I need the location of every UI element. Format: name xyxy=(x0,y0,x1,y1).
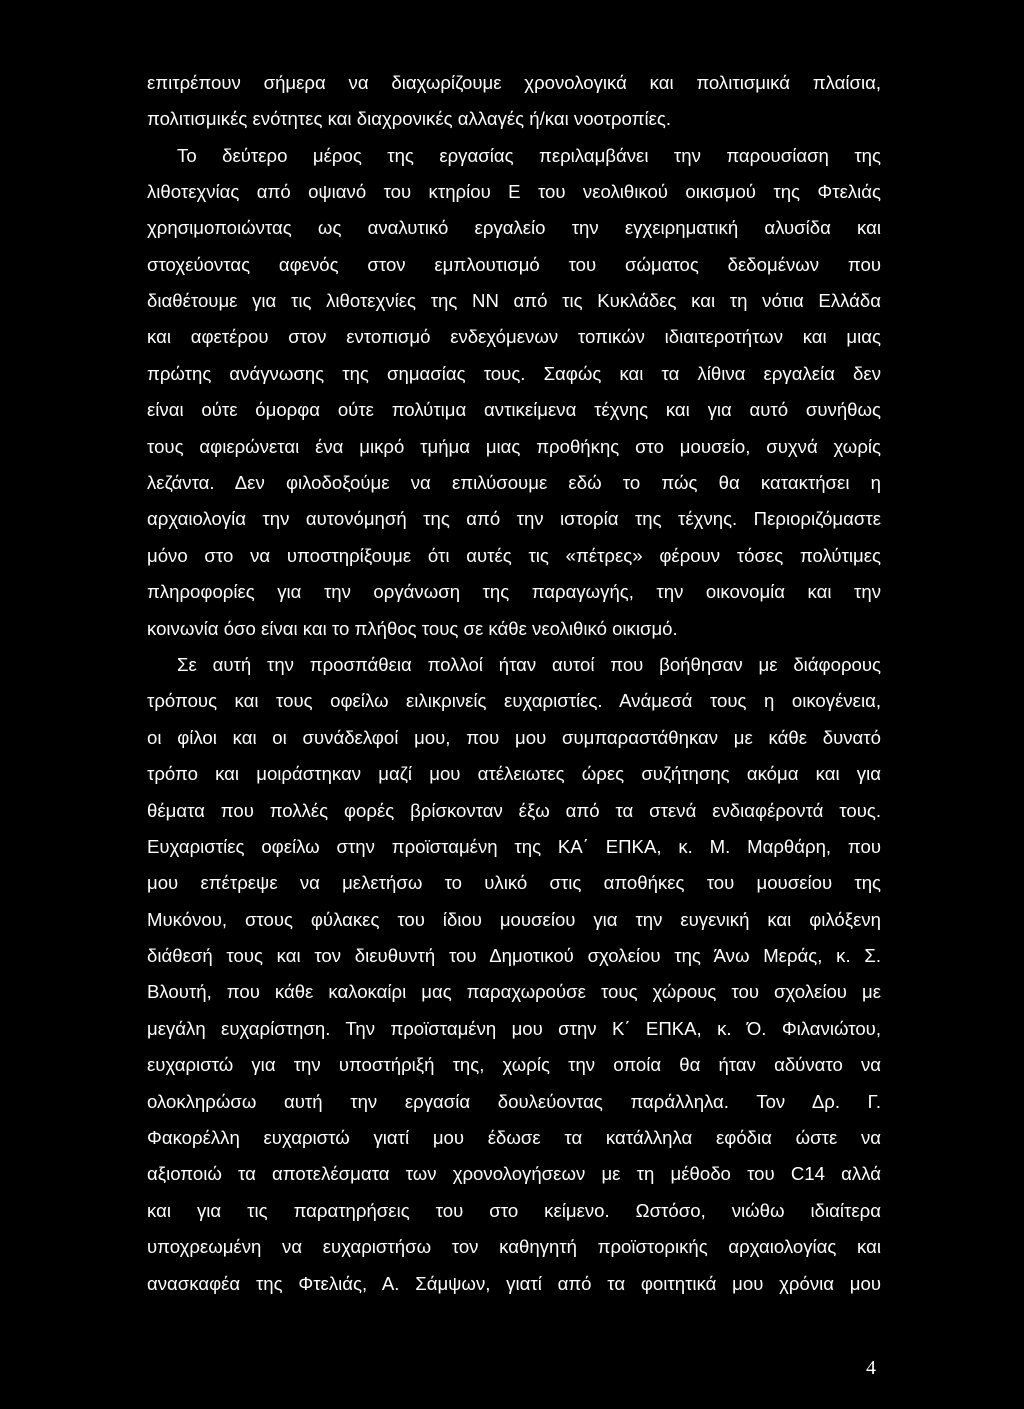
text-line: πληροφορίες για την οργάνωση της παραγωγής, την οικονομία και την xyxy=(147,581,881,602)
text-line: ευχαριστώ για την υποστήριξή της, χωρίς την οποία θα ήταν αδύνατο να xyxy=(147,1054,881,1075)
text-line: τρόπους και τους οφείλω ειλικρινείς ευχαριστίες. Ανάμεσά τους η οικογένεια, xyxy=(147,690,881,711)
text-line: μόνο στο να υποστηρίξουμε ότι αυτές τις «πέτρες» φέρουν τόσες πολύτιμες xyxy=(147,545,881,566)
text-line: είναι ούτε όμορφα ούτε πολύτιμα αντικείμενα τέχνης και για αυτό συνήθως xyxy=(147,399,881,420)
text-line: στοχεύοντας αφενός στον εμπλουτισμό του σώματος δεδομένων που xyxy=(147,254,881,275)
text-line: αρχαιολογία την αυτονόμησή της από την ιστορία της τέχνης. Περιοριζόμαστε xyxy=(147,508,881,529)
text-line: κοινωνία όσο είναι και το πλήθος τους σε κάθε νεολιθικό οικισμό. xyxy=(147,618,678,639)
text-line: επιτρέπουν σήμερα να διαχωρίζουμε χρονολογικά και πολιτισμικά πλαίσια, xyxy=(147,72,881,93)
text-line: Βλουτή, που κάθε καλοκαίρι μας παραχωρούσε τους χώρους του σχολείου με xyxy=(147,981,881,1002)
text-line: ανασκαφέα της Φτελιάς, Α. Σάμψων, γιατί από τα φοιτητικά μου χρόνια μου xyxy=(147,1273,881,1294)
text-line: μεγάλη ευχαρίστηση. Την προϊσταμένη μου στην Κ΄ ΕΠΚΑ, κ. Ό. Φιλανιώτου, xyxy=(147,1018,881,1039)
text-line: Ευχαριστίες οφείλω στην προϊσταμένη της ΚΑ΄ ΕΠΚΑ, κ. Μ. Μαρθάρη, που xyxy=(147,836,881,857)
text-line: οι φίλοι και οι συνάδελφοί μου, που μου συμπαραστάθηκαν με κάθε δυνατό xyxy=(147,727,881,748)
text-line: Φακορέλλη ευχαριστώ γιατί μου έδωσε τα κατάλληλα εφόδια ώστε να xyxy=(147,1127,881,1148)
text-line: μου επέτρεψε να μελετήσω το υλικό στις αποθήκες του μουσείου της xyxy=(147,872,881,893)
text-line: ολοκληρώσω αυτή την εργασία δουλεύοντας παράλληλα. Τον Δρ. Γ. xyxy=(147,1091,881,1112)
text-line: τρόπο και μοιράστηκαν μαζί μου ατέλειωτες ώρες συζήτησης ακόμα και για xyxy=(147,763,881,784)
text-line: διαθέτουμε για τις λιθοτεχνίες της ΝΝ από τις Κυκλάδες και τη νότια Ελλάδα xyxy=(147,290,881,311)
page-number: 4 xyxy=(866,1357,876,1379)
text-line: και για τις παρατηρήσεις του στο κείμενο. Ωστόσο, νιώθω ιδιαίτερα xyxy=(147,1200,881,1221)
text-line: διάθεσή τους και τον διευθυντή του Δημοτικού σχολείου της Άνω Μεράς, κ. Σ. xyxy=(147,945,881,966)
text-line: αξιοποιώ τα αποτελέσματα των χρονολογήσεων με τη μέθοδο του C14 αλλά xyxy=(147,1163,881,1184)
text-line: τους αφιερώνεται ένα μικρό τμήμα μιας προθήκης στο μουσείο, συχνά χωρίς xyxy=(147,436,881,457)
text-line: λιθοτεχνίας από οψιανό του κτηρίου Ε του νεολιθικού οικισμού της Φτελιάς xyxy=(147,181,881,202)
text-line: Μυκόνου, στους φύλακες του ίδιου μουσείου για την ευγενική και φιλόξενη xyxy=(147,909,881,930)
text-line: πολιτισμικές ενότητες και διαχρονικές αλλαγές ή/και νοοτροπίες. xyxy=(147,108,672,129)
text-line: θέματα που πολλές φορές βρίσκονταν έξω από τα στενά ενδιαφέροντά τους. xyxy=(147,800,881,821)
text-line: και αφετέρου στον εντοπισμό ενδεχόμενων τοπικών ιδιαιτεροτήτων και μιας xyxy=(147,326,881,347)
text-line: πρώτης ανάγνωσης της σημασίας τους. Σαφώς και τα λίθινα εργαλεία δεν xyxy=(147,363,881,384)
text-line: λεζάντα. Δεν φιλοδοξούμε να επιλύσουμε εδώ το πώς θα κατακτήσει η xyxy=(147,472,881,493)
text-line: Το δεύτερο μέρος της εργασίας περιλαμβάνει την παρουσίαση της xyxy=(177,145,881,166)
text-line: Σε αυτή την προσπάθεια πολλοί ήταν αυτοί που βοήθησαν με διάφορους xyxy=(177,654,881,675)
text-line: υποχρεωμένη να ευχαριστήσω τον καθηγητή προϊστορικής αρχαιολογίας και xyxy=(147,1236,881,1257)
text-line: χρησιμοποιώντας ως αναλυτικό εργαλείο την εγχειρηματική αλυσίδα και xyxy=(147,217,881,238)
